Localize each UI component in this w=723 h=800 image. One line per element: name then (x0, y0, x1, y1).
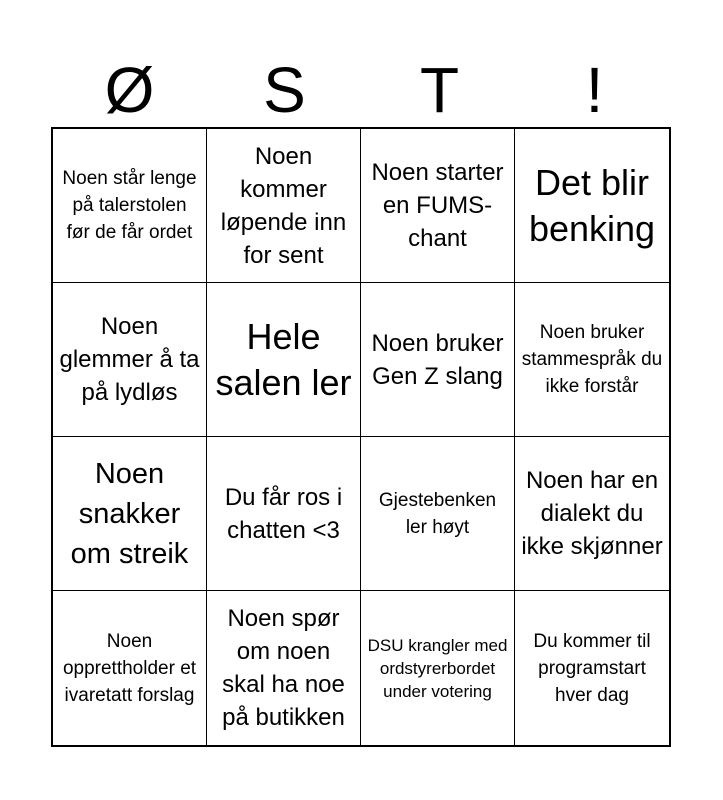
bingo-cell[interactable] (53, 437, 207, 591)
bingo-cell-text: Noen bruker Gen Z slang (371, 329, 504, 390)
bingo-cell-text: Noen starter en FUMS-chant (371, 159, 504, 252)
bingo-cell-text: Det blir benking (528, 161, 656, 249)
bingo-cell[interactable] (515, 283, 669, 437)
bingo-cell[interactable] (361, 437, 515, 591)
bingo-cell-text: Du kommer til programstart hver dag (533, 630, 651, 706)
bingo-board (51, 127, 671, 747)
bingo-cell[interactable] (53, 591, 207, 745)
bingo-cell-text: Noen glemmer å ta på lydløs (59, 313, 200, 406)
bingo-cell[interactable] (207, 591, 361, 745)
bingo-cell-text: Hele salen ler (215, 315, 352, 403)
bingo-cell-text: Du får ros i chatten <3 (224, 483, 343, 544)
bingo-cell[interactable] (515, 437, 669, 591)
bingo-cell-text: DSU krangler med ordstyrerbordet under votering (367, 635, 508, 701)
bingo-cell-text: Noen kommer løpende inn for sent (220, 142, 347, 269)
bingo-cell[interactable] (207, 283, 361, 437)
header-letter: T (419, 54, 460, 126)
header-letter: S (263, 54, 306, 126)
bingo-cell[interactable] (515, 129, 669, 283)
bingo-cell[interactable] (53, 283, 207, 437)
bingo-cell[interactable] (207, 129, 361, 283)
bingo-cell-text: Noen opprettholder et ivaretatt forslag (62, 630, 197, 706)
bingo-cell[interactable] (53, 129, 207, 283)
bingo-cell-text: Noen står lenge på talerstolen før de får ordet (62, 168, 197, 243)
header-letter: ! (585, 54, 604, 126)
bingo-cell[interactable] (361, 283, 515, 437)
bingo-cell-text: Gjestebenken ler høyt (378, 489, 497, 538)
bingo-cell[interactable] (515, 591, 669, 745)
bingo-header (52, 52, 672, 128)
bingo-cell[interactable] (207, 437, 361, 591)
header-letter: Ø (104, 54, 155, 126)
bingo-cell-text: Noen spør om noen skal ha noe på butikken (222, 605, 345, 731)
bingo-cell[interactable] (361, 591, 515, 745)
bingo-cell-text: Noen snakker om streik (70, 457, 189, 570)
bingo-cell[interactable] (361, 129, 515, 283)
bingo-cell-text: Noen har en dialekt du ikke skjønner (521, 467, 663, 560)
bingo-cell-text: Noen bruker stammespråk du ikke forstår (521, 322, 663, 397)
